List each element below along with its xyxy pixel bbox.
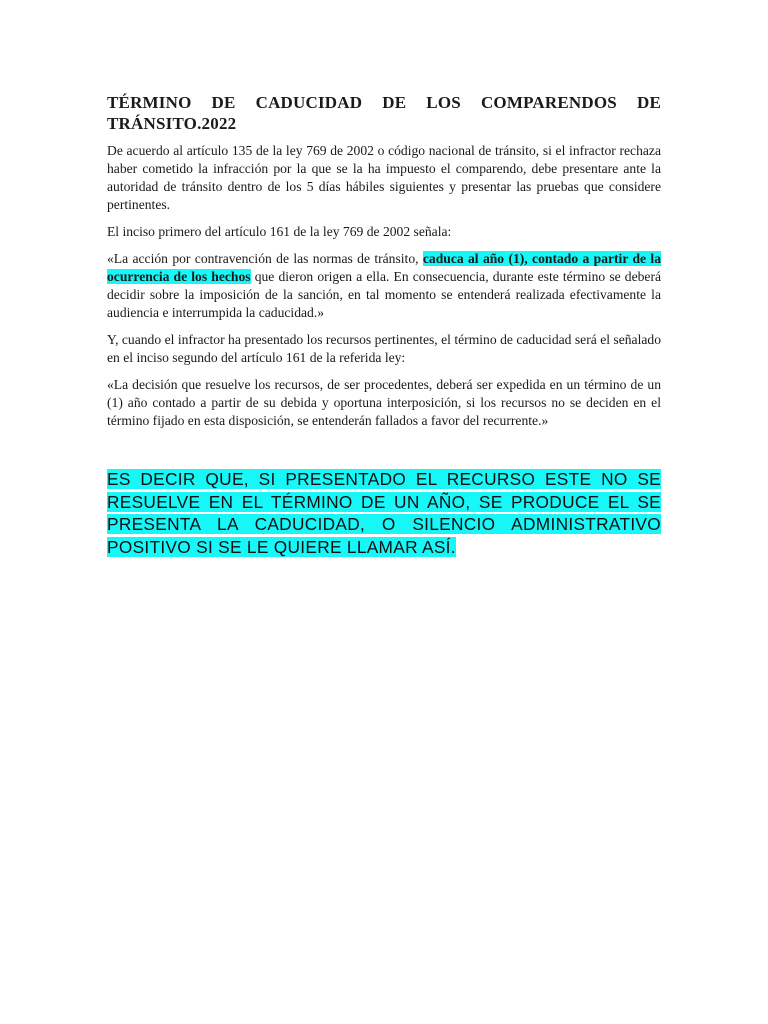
quote-article-161-second: «La decisión que resuelve los recursos, de ser procedentes, deberá ser expedida en un término de un (1) año contado a partir de su debida y oportuna interposición, si los recursos no se deciden en el término fijado en esta disposición, se entenderán fallados a favor del recurrente.» (107, 377, 661, 428)
quote-article-161-first (107, 250, 661, 322)
paragraph-recursos: Y, cuando el infractor ha presentado los recursos pertinentes, el término de caducidad será el señalado en el inciso segundo del artículo 161 de la referida ley: (107, 332, 661, 365)
conclusion-block (107, 468, 661, 558)
quote-text-before: «La acción por contravención de las normas de tránsito, (107, 251, 423, 266)
document-title: TÉRMINO DE CADUCIDAD DE LOS COMPARENDOS DE TRÁNSITO.2022 (107, 93, 661, 133)
conclusion-highlighted-text: ES DECIR QUE, SI PRESENTADO EL RECURSO ESTE NO SE RESUELVE EN EL TÉRMINO DE UN AÑO, SE PRODUCE EL SE PRESENTA LA CADUCIDAD, O SILENCIO ADMINISTRATIVO POSITIVO SI SE LE QUIERE LLAMAR ASÍ. (107, 469, 661, 557)
highlighted-text: caduca al año (1), contado a partir de la ocurrencia de los hechos (107, 251, 661, 284)
paragraph-article-161-intro: El inciso primero del artículo 161 de la ley 769 de 2002 señala: (107, 224, 452, 239)
quote-text-after: que dieron origen a ella. En consecuencia, durante este término se deberá decidir sobre la imposición de la sanción, en tal momento se entenderá realizada efectivamente la audiencia e interrumpida la caducidad.» (107, 269, 662, 320)
paragraph-article-135: De acuerdo al artículo 135 de la ley 769 de 2002 o código nacional de tránsito, si el infractor rechaza haber cometido la infracción por la que se la ha impuesto el comparendo, debe presentare ante la autoridad de tránsito dentro de los 5 días hábiles siguientes y presentar las pruebas que considere pertinentes. (107, 143, 661, 212)
